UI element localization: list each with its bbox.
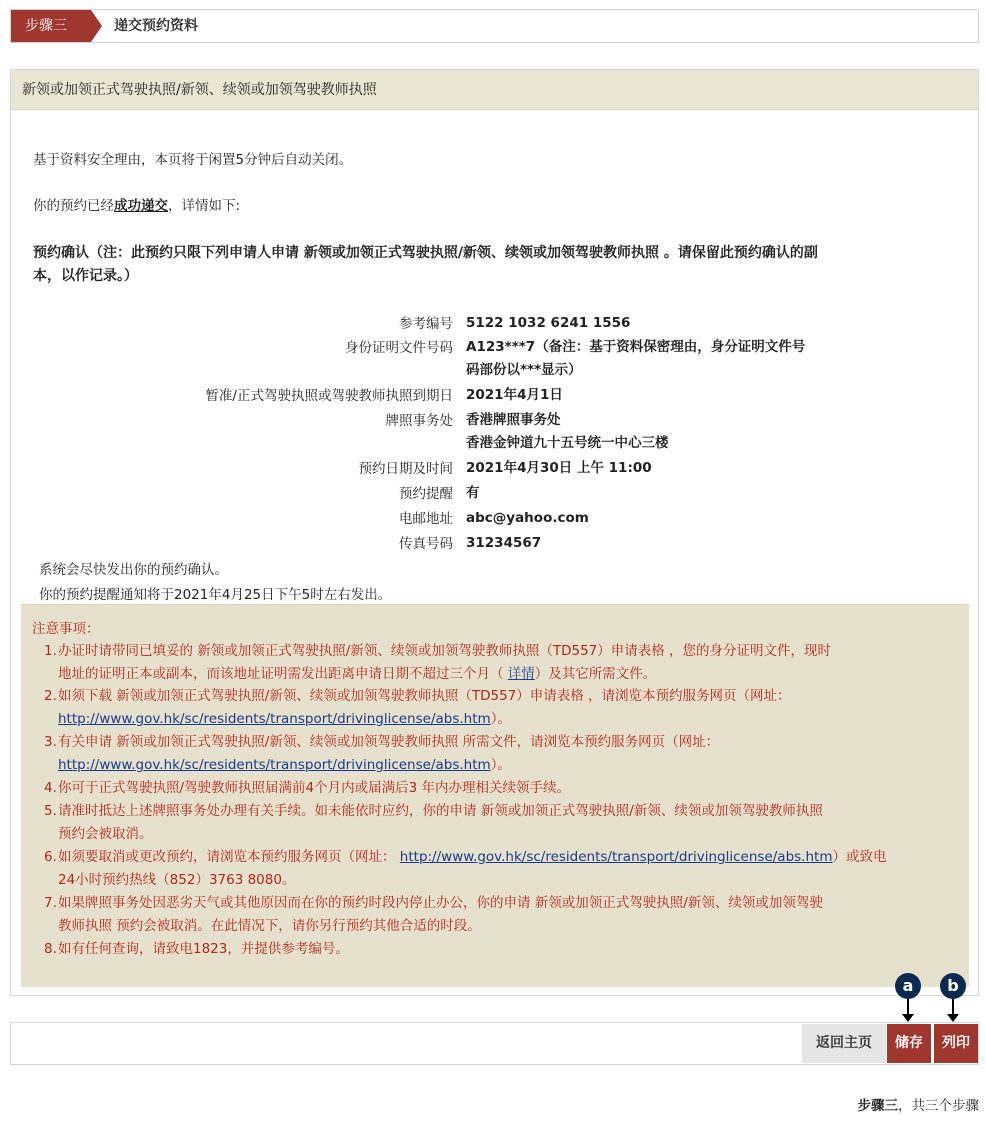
notice-item-text: ）。 <box>490 757 511 773</box>
notice-item-7 <box>44 892 954 938</box>
notice-item-6 <box>44 846 954 892</box>
confirmation-line-2: 本，以作记录。） <box>33 268 138 284</box>
notice-item-number: 7. <box>44 895 57 911</box>
action-bar <box>10 1022 979 1065</box>
success-prefix: 你的预约已经 <box>33 198 114 214</box>
notice-box <box>21 604 969 987</box>
notice-item-line-2: 教师执照 预约会被取消。在此情况下，请你另行预约其他合适的时段。 <box>58 918 481 934</box>
notice-item-number: 3. <box>44 734 57 750</box>
callout-b-badge: b <box>940 973 966 999</box>
abs-website-link[interactable]: http://www.gov.hk/sc/residents/transport/drivinglicense/abs.htm <box>58 757 491 773</box>
step-progress-current: 步骤三 <box>857 1098 898 1114</box>
notice-item-line-1: 有关申请 新领或加领正式驾驶执照/新领、续领或加领驾驶教师执照 所需文件，请浏览本预约服务网页（网址： <box>58 734 720 750</box>
detail-label: 预约提醒 <box>399 486 453 502</box>
notice-item-5 <box>44 800 954 846</box>
notice-item-number: 1. <box>44 643 57 659</box>
success-message <box>33 194 240 214</box>
print-button[interactable]: 列印 <box>934 1024 978 1063</box>
step-title: 递交预约资料 <box>114 18 198 34</box>
detail-label: 预约日期及时间 <box>358 461 453 477</box>
detail-label: 传真号码 <box>399 536 453 552</box>
timeout-notice: 基于资料安全理由，本页将于闲置5分钟后自动关闭。 <box>33 152 353 168</box>
callout-a-badge: a <box>895 973 921 999</box>
detail-value-line-1: 香港牌照事务处 <box>466 412 561 428</box>
appointment-panel <box>10 69 979 996</box>
step-progress-total: ，共三个步骤 <box>898 1098 979 1114</box>
notice-item-line-2 <box>58 754 954 777</box>
detail-label: 电邮地址 <box>399 511 453 527</box>
notice-item-line-1: 办证时请带同已填妥的 新领或加领正式驾驶执照/新领、续领或加领驾驶教师执照（TD557）申请表格 ，您的身分证明文件，现时 <box>58 643 832 659</box>
abs-website-link[interactable]: http://www.gov.hk/sc/residents/transport/drivinglicense/abs.htm <box>399 849 833 865</box>
detail-label: 暂准/正式驾驶执照或驾驶教师执照到期日 <box>205 388 453 404</box>
detail-label: 牌照事务处 <box>385 413 453 429</box>
detail-value <box>466 409 669 455</box>
save-button[interactable]: 储存 <box>887 1024 931 1063</box>
callout-a-arrow-line <box>907 999 909 1015</box>
step-header <box>10 9 979 43</box>
abs-website-link[interactable]: http://www.gov.hk/sc/residents/transport/drivinglicense/abs.htm <box>58 711 491 727</box>
notice-item-1 <box>44 640 954 686</box>
notice-item-text: ）及其它所需文件。 <box>534 666 657 682</box>
detail-value-line-2: 香港金钟道九十五号统一中心三楼 <box>466 435 669 451</box>
step-arrow-icon <box>91 10 102 42</box>
notice-item-line-2 <box>58 663 954 686</box>
notice-item-line-1: 你可于正式驾驶执照/驾驶教师执照届满前4个月内或届满后3 年内办理相关续领手续。 <box>58 780 571 796</box>
notice-item-text: ）。 <box>490 711 511 727</box>
detail-value: abc@yahoo.com <box>466 510 589 526</box>
notice-item-line-2 <box>58 708 954 731</box>
detail-value: 2021年4月30日 上午 11:00 <box>466 460 652 476</box>
notice-item-line-1: 请准时抵达上述牌照事务处办理有关手续。如未能依时应约，你的申请 新领或加领正式驾驶执照/新领、续领或加领驾驶教师执照 <box>58 803 823 819</box>
notice-item-number: 6. <box>44 849 57 865</box>
confirmation-line-1: 预约确认（注：此预约只限下列申请人申请 新领或加领正式驾驶执照/新领、续领或加领驾驶教师执照 。请保留此预约确认的副 <box>33 245 818 261</box>
notice-item-text: 如须要取消或更改预约，请浏览本预约服务网页（网址： <box>58 849 400 865</box>
detail-value: 31234567 <box>466 535 542 551</box>
system-note: 系统会尽快发出你的预约确认。 <box>39 562 228 578</box>
reminder-note: 你的预约提醒通知将于2021年4月25日下午5时左右发出。 <box>39 587 392 603</box>
notice-title: 注意事项： <box>32 621 100 637</box>
notice-item-line-1 <box>58 846 954 869</box>
detail-value-line-1: A123***7（备注：基于资料保密理由，身分证明文件号 <box>466 339 806 355</box>
notice-item-3 <box>44 731 954 777</box>
notice-item-number: 4. <box>44 780 57 796</box>
notice-item-number: 8. <box>44 941 57 957</box>
notice-item-line-2: 24小时预约热线（852）3763 8080。 <box>58 872 296 888</box>
callout-b-arrow-icon <box>947 1014 959 1022</box>
success-emphasis: 成功递交 <box>114 198 168 214</box>
detail-value <box>466 336 805 382</box>
return-home-button[interactable]: 返回主页 <box>802 1024 886 1063</box>
callout-b-arrow-line <box>952 999 954 1015</box>
notice-item-text: 地址的证明正本或副本，而该地址证明需发出距离申请日期不超过三个月（ <box>58 666 508 682</box>
detail-value: 有 <box>466 485 480 501</box>
panel-heading: 新领或加领正式驾驶执照/新领、续领或加领驾驶教师执照 <box>11 70 978 110</box>
notice-item-number: 2. <box>44 688 57 704</box>
notice-item-text: ）或致电 <box>832 849 887 865</box>
details-link[interactable]: 详情 <box>507 666 535 682</box>
notice-item-8 <box>44 938 954 961</box>
detail-value: 2021年4月1日 <box>466 387 563 403</box>
notice-item-number: 5. <box>44 803 57 819</box>
notice-item-line-1: 如须下载 新领或加领正式驾驶执照/新领、续领或加领驾驶教师执照（TD557）申请表格 ，请浏览本预约服务网页（网址： <box>58 688 791 704</box>
callout-a-arrow-icon <box>902 1014 914 1022</box>
detail-label: 参考编号 <box>399 316 453 332</box>
success-suffix: ，详情如下: <box>168 198 241 214</box>
detail-value: 5122 1032 6241 1556 <box>466 315 631 331</box>
step-badge: 步骤三 <box>11 10 91 42</box>
notice-item-line-2: 预约会被取消。 <box>58 826 153 842</box>
notice-item-line-1: 如果牌照事务处因恶劣天气或其他原因而在你的预约时段内停止办公，你的申请 新领或加领正式驾驶执照/新领、续领或加领驾驶 <box>58 895 823 911</box>
detail-value-line-2: 码部份以***显示） <box>466 362 582 378</box>
confirmation-heading <box>33 242 968 288</box>
notice-item-4 <box>44 777 954 800</box>
step-progress <box>858 1094 980 1114</box>
detail-label: 身份证明文件号码 <box>345 340 453 356</box>
notice-item-line-1: 如有任何查询，请致电1823，并提供参考编号。 <box>58 941 349 957</box>
notice-item-2 <box>44 685 954 731</box>
